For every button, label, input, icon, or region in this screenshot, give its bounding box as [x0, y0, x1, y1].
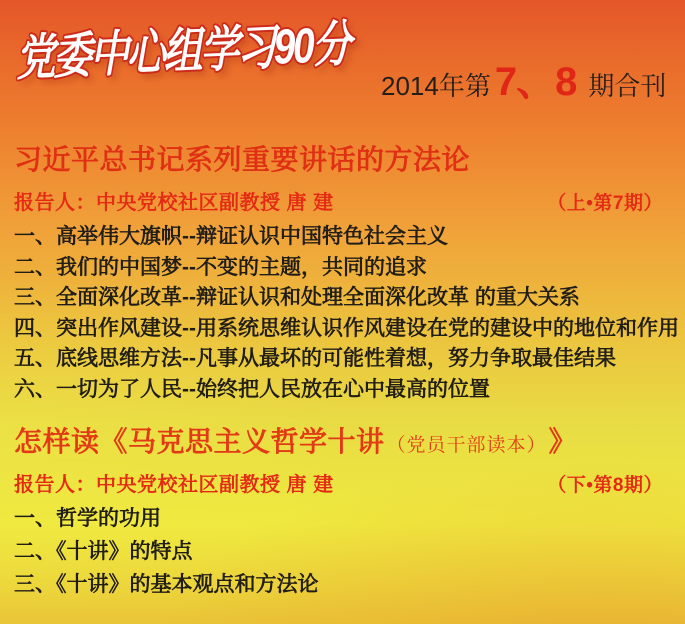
- section2-presenter-row: [14, 468, 663, 497]
- section1-presenter: 报告人：中央党校社区副教授 唐 建: [14, 192, 334, 214]
- section2-title-main: 怎样读《马克思主义哲学十讲: [14, 426, 385, 457]
- section2-title-subtitle: （党员干部读本）: [386, 435, 547, 456]
- list-item: 四、突出作风建设--用系统思维认识作风建设在党的建设中的地位和作用: [14, 316, 679, 340]
- section1-title: 习近平总书记系列重要讲话的方法论: [14, 144, 471, 175]
- list-item: 三、《十讲》的基本观点和方法论: [14, 573, 319, 596]
- list-item: 五、底线思维方法--凡事从最坏的可能性着想，努力争取最佳结果: [14, 347, 616, 370]
- section2-list: [14, 502, 319, 601]
- section2-title: [14, 420, 577, 460]
- list-item: 二、我们的中国梦--不变的主题，共同的追求: [14, 255, 427, 279]
- section2-title-close-bracket: 》: [548, 426, 578, 457]
- section1-issue-tag: （上•第7期）: [547, 193, 663, 214]
- list-item: 三、全面深化改革--辩证认识和处理全面深化改革 的重大关系: [14, 286, 580, 309]
- list-item: 一、高举伟大旗帜--辩证认识中国特色社会主义: [14, 225, 448, 248]
- list-item: 六、一切为了人民--始终把人民放在心中最高的位置: [14, 377, 490, 401]
- list-item: 一、哲学的功用: [14, 507, 161, 530]
- issue-numbers: 7、8: [494, 60, 577, 104]
- list-item: 二、《十讲》的特点: [14, 540, 193, 563]
- issue-line: [381, 50, 666, 107]
- issue-suffix: 期合刊: [588, 71, 667, 101]
- issue-prefix: 2014年第: [381, 71, 491, 101]
- section2-presenter: 报告人：中央党校社区副教授 唐 建: [14, 474, 334, 496]
- section2-issue-tag: （下•第8期）: [547, 475, 663, 496]
- section1-list: [14, 222, 679, 405]
- section1-presenter-row: [14, 186, 663, 215]
- masthead-logo: 党委中心组学习90分: [15, 17, 350, 86]
